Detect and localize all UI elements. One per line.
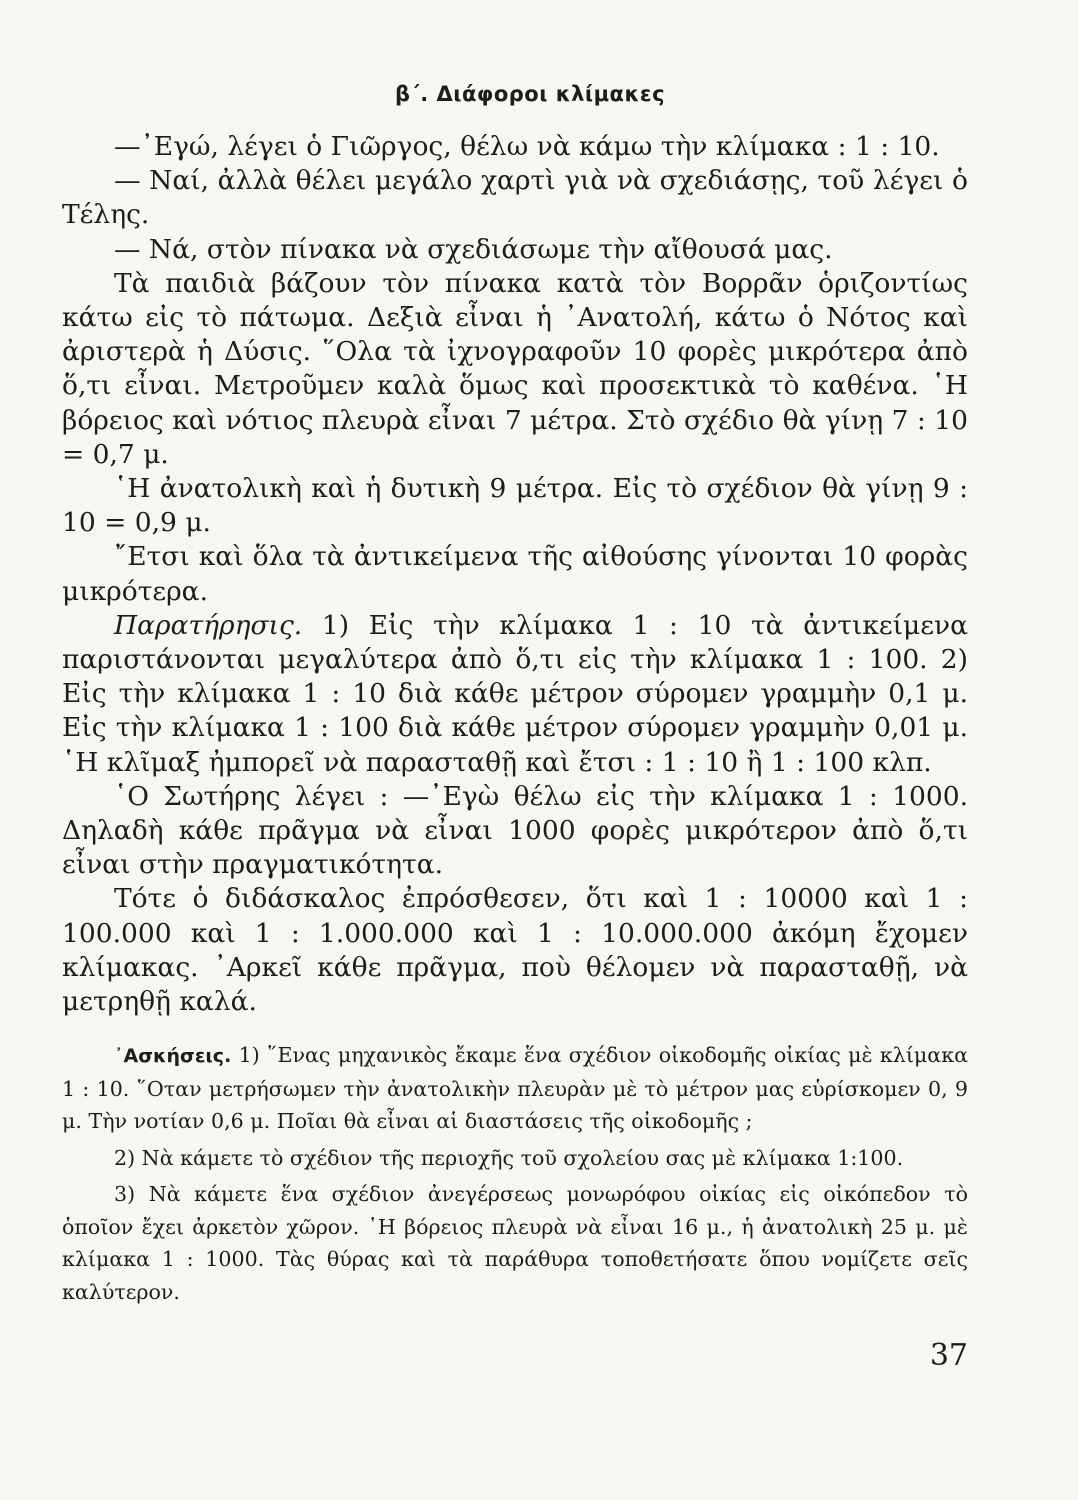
exercise-1-text: 1) ῞Ενας μηχανικὸς ἔκαμε ἕνα σχέδιον οἰκοδομῆς οἰκίας μὲ κλίμακα 1 : 10. ῞Οταν μετρήσωμεν τὴν ἀνατολικὴν πλευρὰν μὲ τὸ μέτρον μας εὑρίσκομεν 0, 9 μ. Τὴν νοτίαν 0,6 μ. Ποῖαι θὰ εἶναι αἱ διαστάσεις τῆς οἰκοδομῆς ; <box>62 1043 968 1134</box>
remark-text: 1) Εἰς τὴν κλίμακα 1 : 10 τὰ ἀντικείμενα παριστάνονται μεγαλύτερα ἀπὸ ὅ,τι εἰς τὴν κλίμακα 1 : 100. 2) Εἰς τὴν κλίμακα 1 : 10 διὰ κάθε μέτρον σύρομεν γραμμὴν 0,1 μ. Εἰς τὴν κλίμακα 1 : 100 διὰ κάθε μέτρον σύρομεν γραμμὴν 0,01 μ. ῾Η κλῖμαξ ἠμπορεῖ νὰ παρασταθῇ καὶ ἔτσι : 1 : 10 ἢ 1 : 100 κλπ. <box>62 609 968 778</box>
exercises-label: ᾿Ασκήσεις. <box>114 1045 232 1068</box>
main-text <box>62 130 968 1019</box>
paragraph-7 <box>62 609 968 780</box>
exercise-3: 3) Νὰ κάμετε ἕνα σχέδιον ἀνεγέρσεως μονωρόφου οἰκίας εἰς οἰκόπεδον τὸ ὁποῖον ἔχει ἀρκετὸν χῶρον. ῾Η βόρειος πλευρὰ νὰ εἶναι 16 μ., ἡ ἀνατολικὴ 25 μ. μὲ κλίμακα 1 : 1000. Τὰς θύρας καὶ τὰ παράθυρα τοποθετήσατε ὅπου νομίζετε σεῖς καλύτερον. <box>62 1182 968 1304</box>
paragraph-2: — Ναί, ἀλλὰ θέλει μεγάλο χαρτὶ γιὰ νὰ σχεδιάσῃς, τοῦ λέγει ὁ Τέλης. <box>62 165 968 231</box>
exercises-section <box>62 1039 968 1308</box>
page-number: 37 <box>929 1338 968 1373</box>
paragraph-6: ῎Ετσι καὶ ὅλα τὰ ἀντικείμενα τῆς αἰθούσης γίνονται 10 φορὰς μικρότερα. <box>62 541 968 607</box>
paragraph-8: ῾Ο Σωτήρης λέγει : —᾿Εγὼ θέλω εἰς τὴν κλίμακα 1 : 1000. Δηλαδὴ κάθε πρᾶγμα νὰ εἶναι 1000 φορὲς μικρότερον ἀπὸ ὅ,τι εἶναι στὴν πραγματικότητα. <box>62 780 968 881</box>
exercise-1 <box>62 1039 968 1138</box>
exercise-2: 2) Νὰ κάμετε τὸ σχέδιον τῆς περιοχῆς τοῦ σχολείου σας μὲ κλίμακα 1:100. <box>114 1145 904 1170</box>
paragraph-1: —᾿Εγώ, λέγει ὁ Γιῶργος, θέλω νὰ κάμω τὴν κλίμακα : 1 : 10. <box>114 131 940 162</box>
section-heading: β΄. Διάφοροι κλίμακες <box>394 82 666 106</box>
paragraph-3: — Νά, στὸν πίνακα νὰ σχεδιάσωμε τὴν αἴθουσά μας. <box>114 233 833 265</box>
paragraph-4: Τὰ παιδιὰ βάζουν τὸν πίνακα κατὰ τὸν Βορρᾶν ὁριζοντίως κάτω εἰς τὸ πάτωμα. Δεξιὰ εἶναι ἡ ᾿Ανατολή, κάτω ὁ Νότος καὶ ἀριστερὰ ἡ Δύσις. ῞Ολα τὰ ἰχνογραφοῦν 10 φορὲς μικρότερα ἀπὸ ὅ,τι εἶναι. Μετροῦμεν καλὰ ὅμως καὶ προσεκτικὰ τὸ καθένα. ῾Η βόρειος καὶ νότιος πλευρὰ εἶναι 7 μέτρα. Στὸ σχέδιο θὰ γίνῃ 7 : 10 = 0,7 μ. <box>62 267 968 470</box>
paragraph-9: Τότε ὁ διδάσκαλος ἐπρόσθεσεν, ὅτι καὶ 1 : 10000 καὶ 1 : 100.000 καὶ 1 : 1.000.000 καὶ 1 : 10.000.000 ἀκόμη ἔχομεν κλίμακας. ᾿Αρκεῖ κάθε πρᾶγμα, ποὺ θέλομεν νὰ παρασταθῇ, νὰ μετρηθῇ καλά. <box>62 883 968 1018</box>
paragraph-5: ῾Η ἀνατολικὴ καὶ ἡ δυτικὴ 9 μέτρα. Εἰς τὸ σχέδιον θὰ γίνῃ 9 : 10 = 0,9 μ. <box>62 473 968 539</box>
remark-label: Παρατήρησις. <box>114 609 303 641</box>
book-page <box>62 82 968 1482</box>
